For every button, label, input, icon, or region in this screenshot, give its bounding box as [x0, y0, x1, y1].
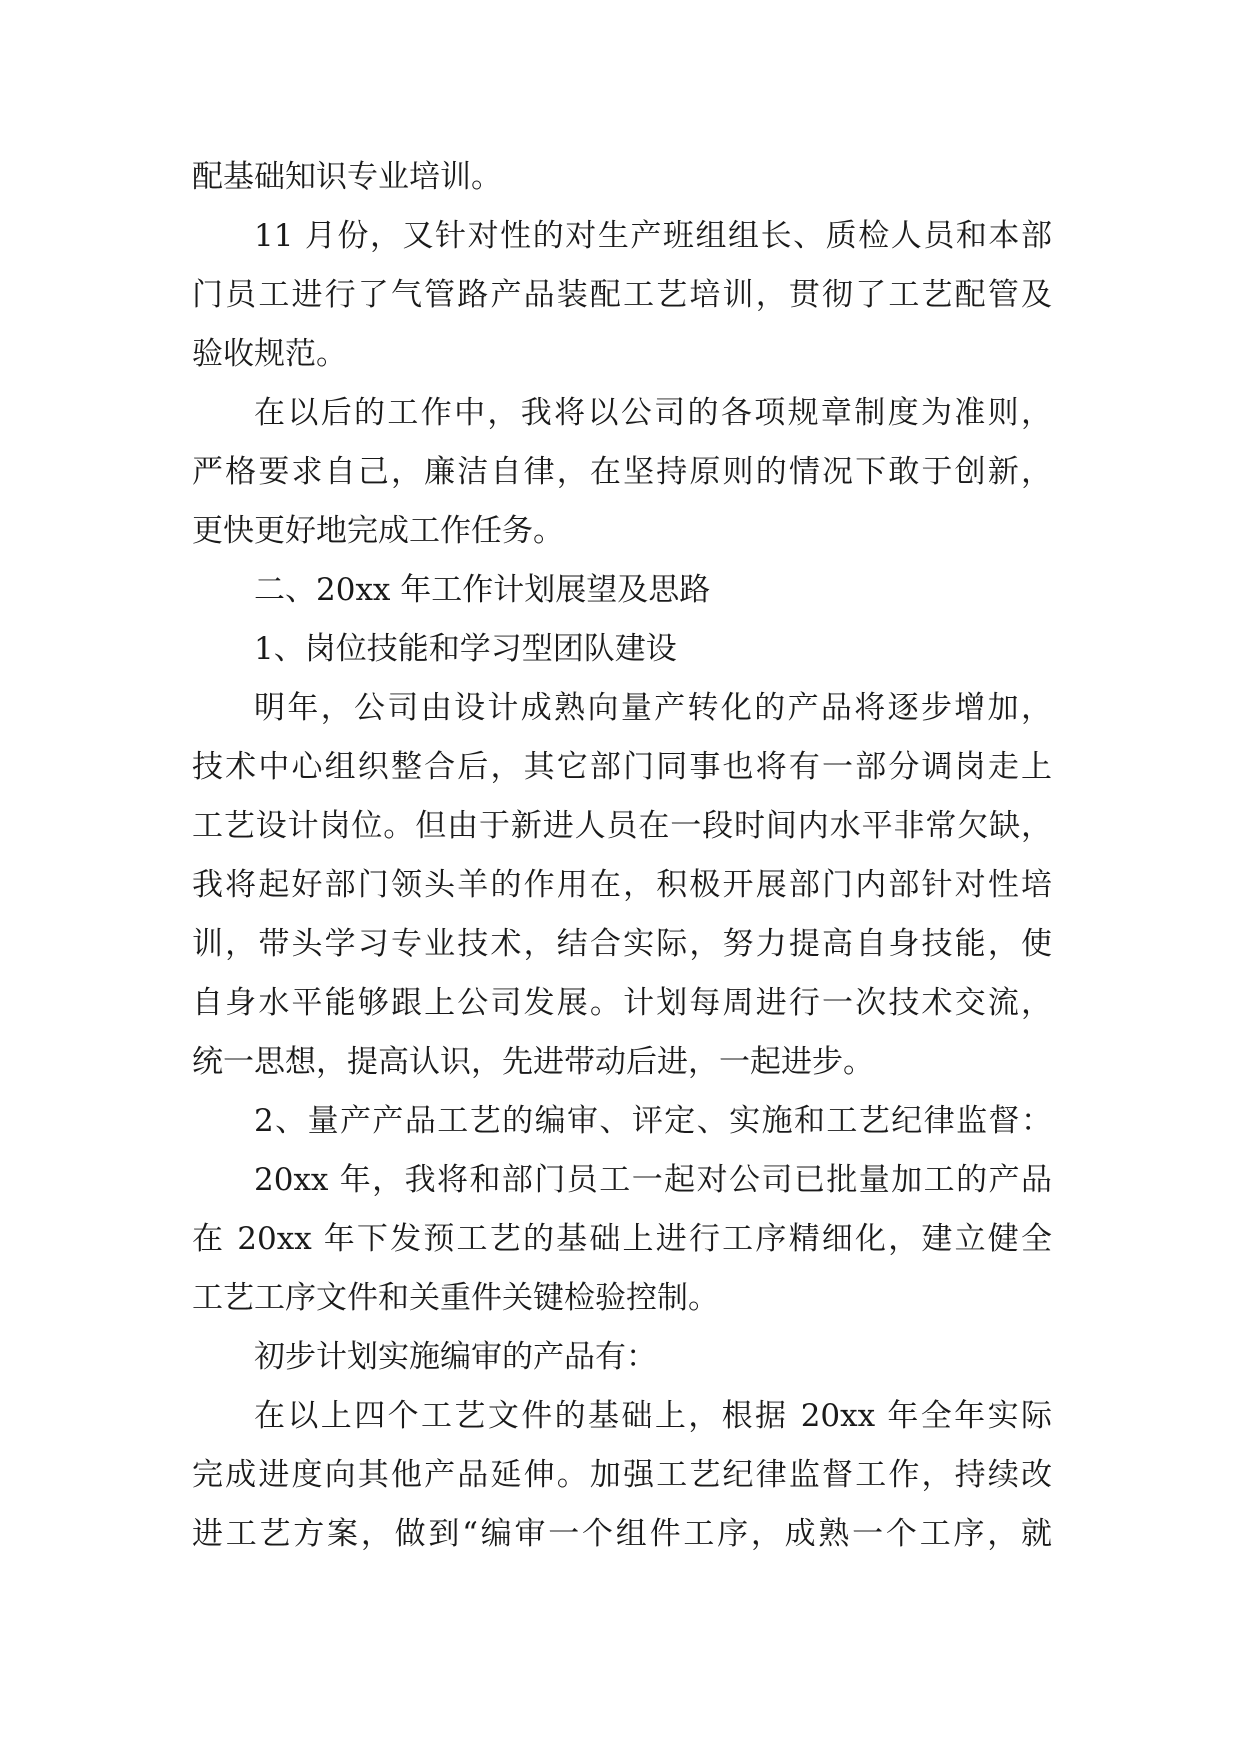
text-line: 工艺工序文件和关重件关键检验控制。 — [192, 1280, 719, 1316]
subsection-heading: 2、量产产品工艺的编审、评定、实施和工艺纪律监督： — [254, 1103, 1052, 1139]
text-line: 配基础知识专业培训。 — [192, 159, 502, 195]
text-line: 更快更好地完成工作任务。 — [192, 513, 564, 549]
text-line: 统一思想，提高认识，先进带动后进，一起进步。 — [192, 1044, 874, 1080]
text-line: 在 20xx 年下发预工艺的基础上进行工序精细化，建立健全 — [192, 1221, 1052, 1257]
text-line: 我将起好部门领头羊的作用在，积极开展部门内部针对性培 — [192, 867, 1052, 903]
text-line: 初步计划实施编审的产品有： — [254, 1339, 657, 1375]
subsection-heading: 1、岗位技能和学习型团队建设 — [254, 631, 677, 667]
text-line: 20xx 年，我将和部门员工一起对公司已批量加工的产品 — [254, 1162, 1052, 1198]
text-line: 自身水平能够跟上公司发展。计划每周进行一次技术交流， — [192, 985, 1052, 1021]
section-heading: 二、20xx 年工作计划展望及思路 — [254, 572, 711, 608]
text-line: 在以上四个工艺文件的基础上，根据 20xx 年全年实际 — [254, 1398, 1052, 1434]
text-line: 完成进度向其他产品延伸。加强工艺纪律监督工作，持续改 — [192, 1457, 1052, 1493]
document-page — [192, 148, 1052, 1564]
text-line: 工艺设计岗位。但由于新进人员在一段时间内水平非常欠缺， — [192, 808, 1052, 844]
text-line: 在以后的工作中，我将以公司的各项规章制度为准则， — [254, 395, 1052, 431]
text-line: 严格要求自己，廉洁自律，在坚持原则的情况下敢于创新， — [192, 454, 1052, 490]
text-line: 门员工进行了气管路产品装配工艺培训，贯彻了工艺配管及 — [192, 277, 1052, 313]
text-line: 明年，公司由设计成熟向量产转化的产品将逐步增加， — [254, 690, 1052, 726]
text-line: 训，带头学习专业技术，结合实际，努力提高自身技能，使 — [192, 926, 1052, 962]
text-line: 11 月份，又针对性的对生产班组组长、质检人员和本部 — [254, 218, 1052, 254]
text-line: 技术中心组织整合后，其它部门同事也将有一部分调岗走上 — [192, 749, 1052, 785]
text-line: 进工艺方案，做到“编审一个组件工序，成熟一个工序，就 — [192, 1516, 1052, 1552]
text-line: 验收规范。 — [192, 336, 347, 372]
